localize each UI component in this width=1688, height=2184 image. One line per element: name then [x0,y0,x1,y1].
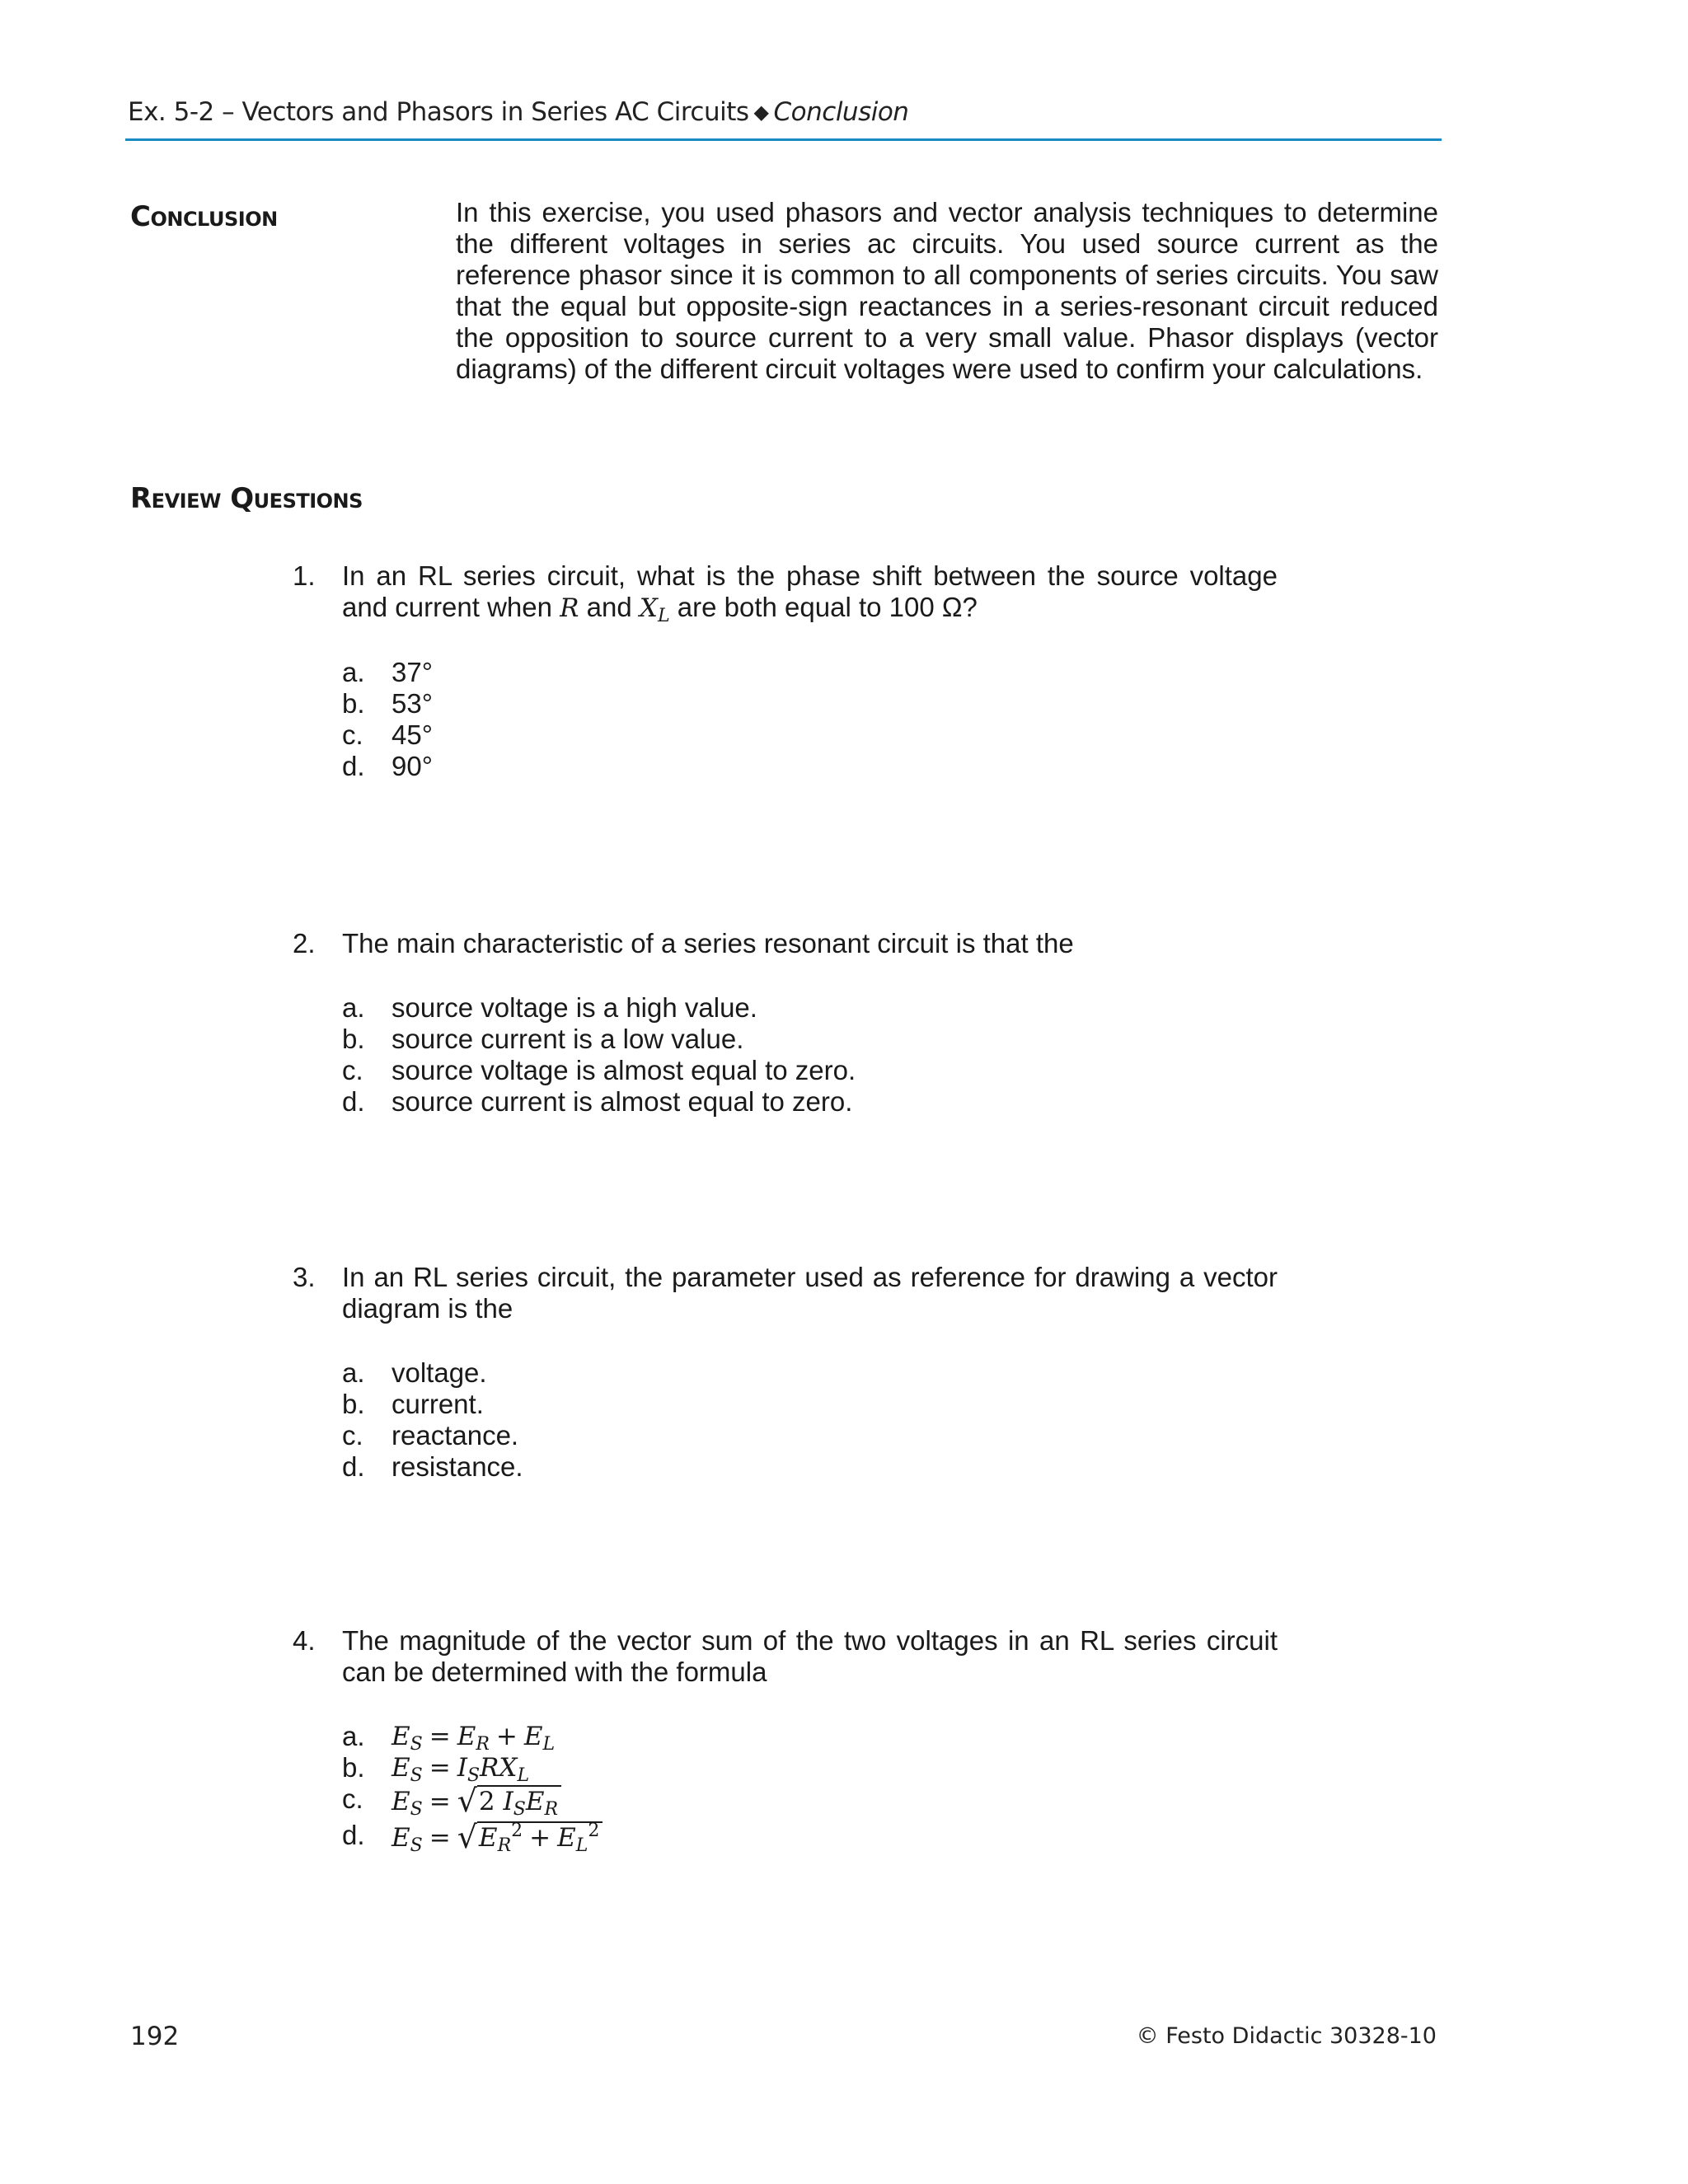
subscript-l: L [542,1734,556,1755]
square-root-icon: √ [457,1819,477,1855]
option-letter: d. [342,1451,365,1482]
option-letter: a. [342,1357,365,1388]
question-number: 1. [293,560,316,591]
subscript-s: S [410,1835,423,1856]
radicand [477,1785,561,1820]
equals-sign: = [429,1787,451,1816]
question-3 [293,1262,1278,1483]
option-letter: d. [342,751,365,781]
symbol-e: E [523,1722,543,1751]
answer-option[interactable] [342,1420,1278,1451]
equals-sign: = [429,1823,451,1853]
option-text: resistance. [392,1451,523,1482]
square-root-icon: √ [457,1783,477,1819]
option-letter: d. [342,1086,365,1117]
variable-symbol: X [639,593,658,623]
option-letter: c. [342,1055,363,1085]
formula-d [392,1819,603,1856]
formula-a [392,1721,556,1755]
option-letter: d. [342,1820,365,1850]
symbol-e: E [392,1823,410,1853]
symbol-r: R [480,1753,499,1783]
question-text-part: In an RL series circuit, what is the phase shift between the source voltage and current when [342,560,1278,622]
header-exercise-title: Ex. 5-2 – Vectors and Phasors in Series AC Circuits [128,97,749,127]
equals-sign: = [429,1722,451,1751]
radicand [477,1821,603,1856]
conclusion-paragraph: In this exercise, you used phasors and vector analysis techniques to determine the different voltages in series ac circuits. You used source current as the reference phasor since it is common to all components of series circuits. You saw that the equal but opposite-sign reactances in a series-resonant circuit reduced the opposition to source current to a very small value. Phasor displays (vector diagrams) of the different circuit voltages were used to confirm your calculations. [456,197,1438,384]
option-letter: c. [342,1783,363,1814]
subscript-s: S [410,1799,423,1820]
option-letter: c. [342,1420,363,1451]
symbol-e: E [478,1823,498,1853]
question-number: 3. [293,1262,316,1292]
subscript-l: L [517,1765,530,1786]
option-text: source voltage is almost equal to zero. [392,1055,856,1085]
answer-option[interactable] [342,992,1278,1024]
option-text: source current is almost equal to zero. [392,1086,853,1117]
option-text: 37° [392,657,433,687]
diamond-icon: ◆ [753,101,769,124]
subscript-r: R [544,1799,559,1820]
subscript-r: R [476,1734,490,1755]
exponent: 2 [588,1821,600,1841]
option-text: 53° [392,688,433,719]
subscript-s: S [410,1765,423,1786]
answer-option[interactable] [342,1357,1278,1389]
answer-options [342,992,1278,1118]
option-letter: b. [342,688,365,719]
symbol-e: E [392,1722,410,1751]
answer-option[interactable] [342,657,1278,688]
copyright-notice: © Festo Didactic 30328-10 [1136,2023,1437,2049]
review-questions-heading: Review Questions [130,482,363,515]
symbol-e: E [457,1722,476,1751]
question-text-part: are both equal to 100 Ω? [669,592,978,622]
symbol-e: E [392,1753,410,1783]
symbol-x: X [499,1753,518,1783]
option-text: source current is a low value. [392,1024,744,1054]
question-text: In an RL series circuit, the parameter used as reference for drawing a vector diagram is the [342,1262,1278,1324]
option-text: 90° [392,751,433,781]
option-text: reactance. [392,1420,519,1451]
question-1 [293,560,1278,782]
plus-sign: + [529,1823,551,1853]
symbol-e: E [392,1787,410,1816]
answer-option[interactable] [342,1086,1278,1118]
variable-r: R [560,593,579,623]
answer-option[interactable] [342,1783,1278,1820]
conclusion-heading: Conclusion [130,200,278,233]
header-section-title: Conclusion [773,97,909,127]
answer-option[interactable] [342,719,1278,751]
answer-options [342,1357,1278,1483]
formula-c [392,1783,561,1820]
answer-option[interactable] [342,688,1278,719]
question-text: The main characteristic of a series resonant circuit is that the [342,928,1074,958]
variable-subscript: L [658,606,670,626]
option-text: 45° [392,719,433,750]
option-letter: a. [342,1721,365,1751]
header-divider [125,138,1442,141]
option-text: source voltage is a high value. [392,992,757,1023]
answer-option[interactable] [342,1055,1278,1086]
option-letter: b. [342,1752,365,1783]
question-text: The magnitude of the vector sum of the two voltages in an RL series circuit can be determined with the formula [342,1625,1278,1687]
subscript-s: S [410,1734,423,1755]
symbol-e: E [557,1823,576,1853]
answer-option[interactable] [342,1451,1278,1483]
option-letter: c. [342,719,363,750]
variable-xl [639,593,670,626]
answer-option[interactable] [342,751,1278,782]
option-letter: b. [342,1024,365,1054]
option-letter: b. [342,1389,365,1419]
page-number: 192 [130,2022,180,2051]
subscript-r: R [497,1835,512,1856]
exponent: 2 [511,1821,523,1841]
answer-option[interactable] [342,1389,1278,1420]
answer-option[interactable] [342,1024,1278,1055]
question-text [342,560,1278,624]
answer-options [342,657,1278,782]
running-header [128,97,1441,127]
answer-options [342,1721,1278,1856]
answer-option[interactable] [342,1721,1278,1755]
answer-option[interactable] [342,1819,1278,1856]
subscript-s: S [467,1765,481,1786]
subscript-s: S [513,1799,526,1820]
answer-option[interactable] [342,1752,1278,1786]
option-text: voltage. [392,1357,487,1388]
symbol-i: I [503,1787,513,1816]
question-4 [293,1625,1278,1856]
option-text: current. [392,1389,484,1419]
plus-sign: + [495,1722,518,1751]
question-2 [293,928,1278,1118]
symbol-e: E [525,1787,545,1816]
question-number: 2. [293,928,316,958]
question-text-part: and [579,592,640,622]
option-letter: a. [342,992,365,1023]
symbol-i: I [457,1753,467,1783]
option-letter: a. [342,657,365,687]
subscript-l: L [575,1835,588,1856]
question-number: 4. [293,1625,316,1656]
coefficient: 2 [478,1787,495,1816]
equals-sign: = [429,1753,451,1783]
formula-b [392,1752,530,1786]
